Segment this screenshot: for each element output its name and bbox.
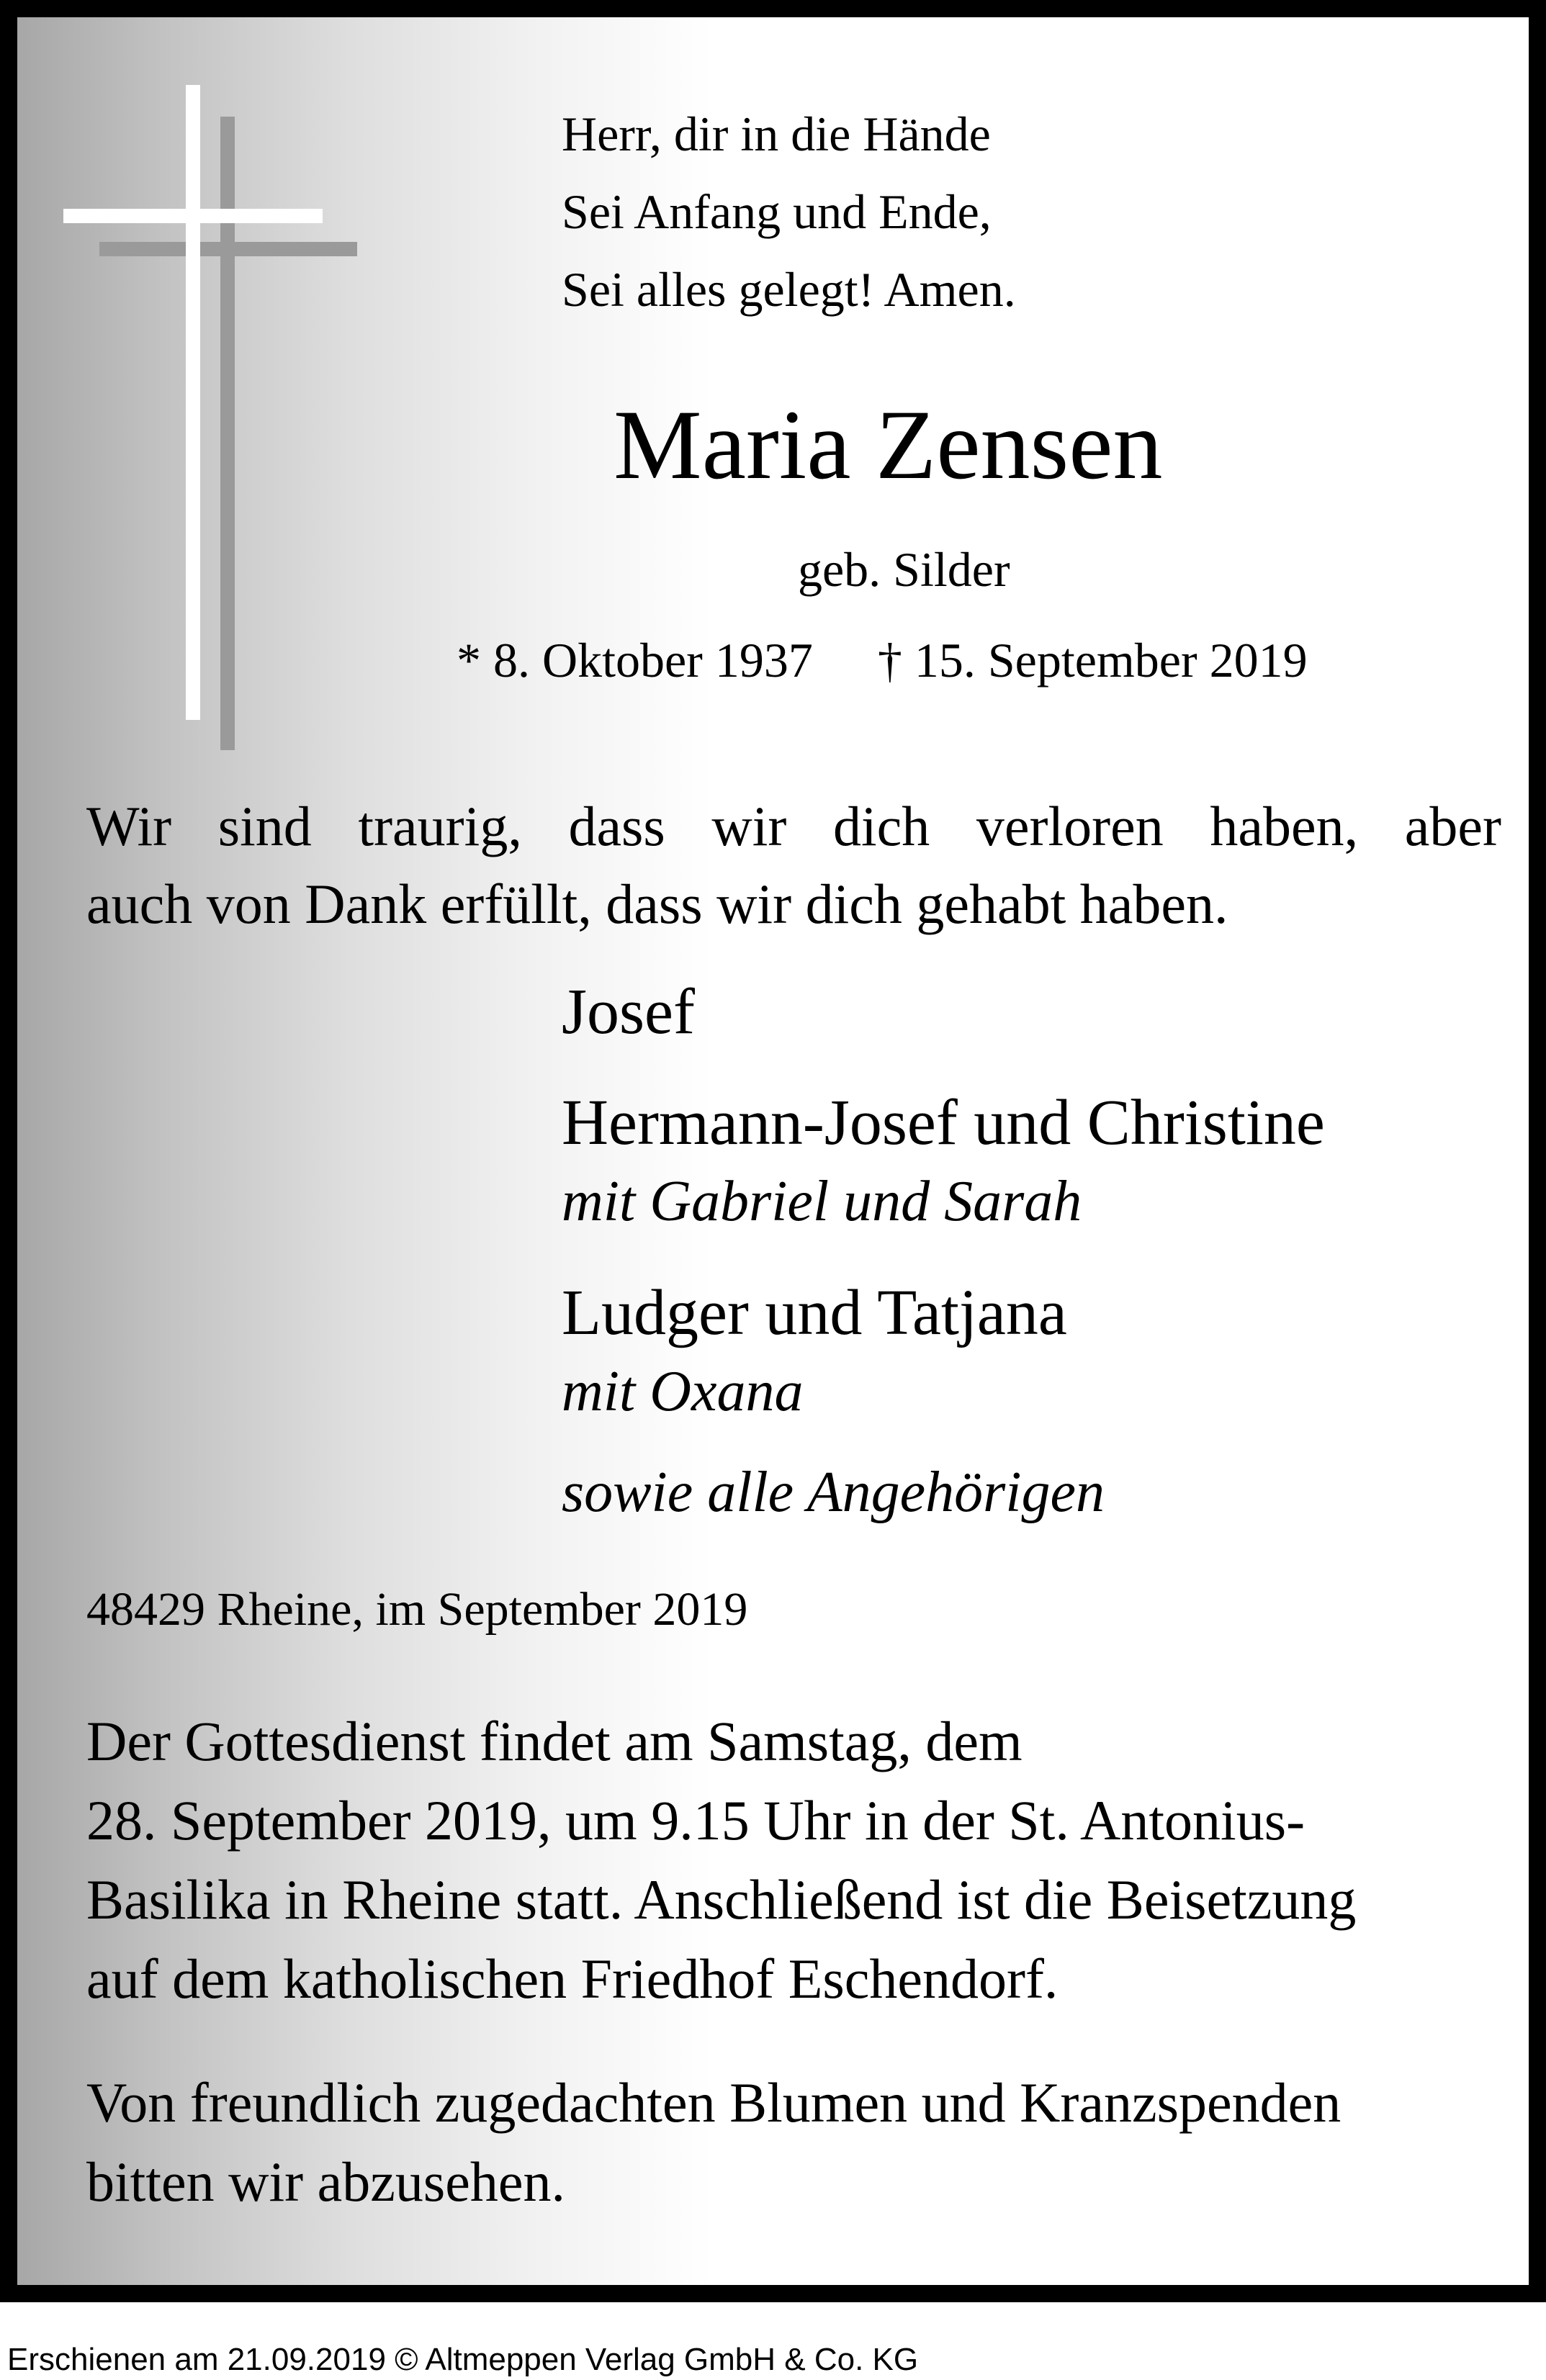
quote-word: aber [1404,795,1501,857]
flowers-line: bitten wir abzusehen. [86,2150,565,2213]
place-date: 48429 Rheine, im September 2019 [86,1583,748,1636]
quote-word: sind [217,795,312,857]
cross-icon-shadow-horizontal [99,242,357,256]
quote-word: traurig, [358,795,522,857]
flowers-line: Von freundlich zugedachten Blumen und Kranzspenden [86,2071,1341,2134]
quote-word: dich [832,795,930,857]
quote-word: Wir [86,795,172,857]
life-dates [457,632,1308,689]
quote-line-1 [86,788,1501,865]
mourner-hermann-children: mit Gabriel und Sarah [562,1170,1082,1233]
service-line: Basilika in Rheine statt. Anschließend ist die Beisetzung [86,1868,1357,1931]
service-line: Der Gottesdienst findet am Samstag, dem [86,1710,1023,1772]
quote-word: verloren [976,795,1164,857]
cross-icon-horizontal [63,209,323,223]
mourner-relatives: sowie alle Angehörigen [562,1461,1105,1524]
publication-footer: Erschienen am 21.09.2019 © Altmeppen Verlag GmbH & Co. KG [7,2342,919,2377]
mourning-quote [86,788,1501,943]
mourner-ludger-children: mit Oxana [562,1360,804,1423]
birth-date: * 8. Oktober 1937 [457,633,813,688]
service-info [86,1702,1356,2019]
death-date: † 15. September 2019 [877,633,1308,688]
mourner-josef: Josef [562,976,695,1047]
prayer-line: Sei Anfang und Ende, [562,184,992,239]
quote-word: dass [568,795,665,857]
deceased-name: Maria Zensen [614,389,1163,500]
quote-word: haben, [1210,795,1359,857]
mourner-hermann-josef: Hermann-Josef und Christine [562,1087,1325,1158]
maiden-name: geb. Silder [798,542,1010,597]
mourner-ludger: Ludger und Tatjana [562,1277,1067,1348]
quote-line-2: auch von Dank erfüllt, dass wir dich gehabt haben. [86,873,1228,935]
prayer-line: Sei alles gelegt! Amen. [562,262,1016,317]
service-line: auf dem katholischen Friedhof Eschendorf. [86,1947,1059,2010]
service-line: 28. September 2019, um 9.15 Uhr in der St. Antonius- [86,1789,1305,1852]
prayer-line: Herr, dir in die Hände [562,107,991,161]
cross-icon-vertical [186,85,200,720]
flowers-note [86,2063,1341,2222]
quote-word: wir [711,795,787,857]
prayer-verse [562,95,1016,328]
